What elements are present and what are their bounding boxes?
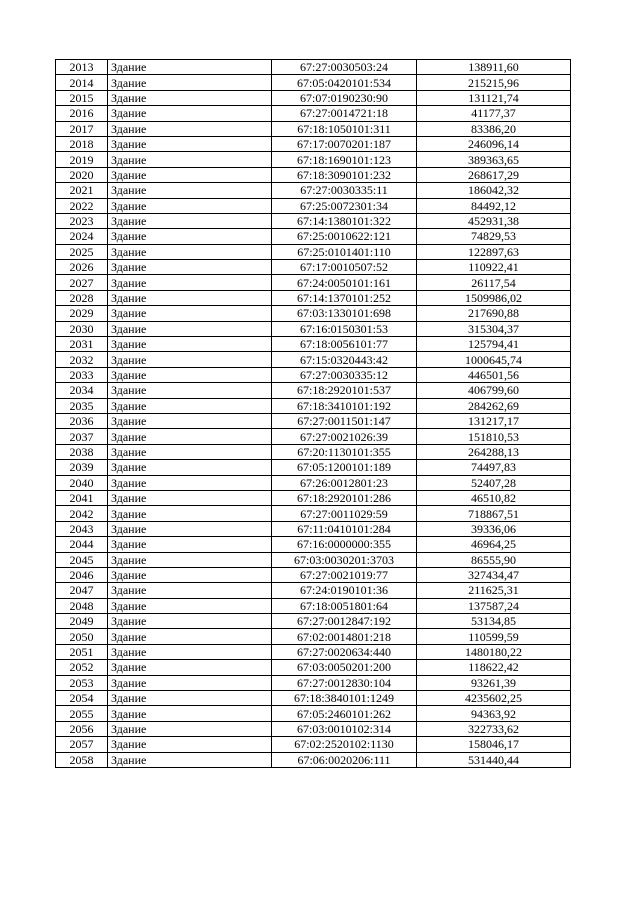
cadastral-value-cell: 39336,06 [417,521,571,536]
cadastral-value-cell: 93261,39 [417,675,571,690]
cadastral-number-cell: 67:18:3840101:1249 [272,691,417,706]
object-type-cell: Здание [108,306,272,321]
row-number-cell: 2027 [56,275,108,290]
object-type-cell: Здание [108,552,272,567]
cadastral-value-cell: 217690,88 [417,306,571,321]
cadastral-value-cell: 53134,85 [417,614,571,629]
cadastral-number-cell: 67:27:0012830:104 [272,675,417,690]
table-row [56,521,571,536]
table-row [56,721,571,736]
object-type-cell: Здание [108,506,272,521]
cadastral-value-cell: 131121,74 [417,90,571,105]
cadastral-number-cell: 67:03:0050201:200 [272,660,417,675]
cadastral-value-cell: 531440,44 [417,752,571,767]
row-number-cell: 2032 [56,352,108,367]
cadastral-number-cell: 67:26:0012801:23 [272,475,417,490]
cadastral-value-cell: 389363,65 [417,152,571,167]
cadastral-number-cell: 67:27:0012847:192 [272,614,417,629]
row-number-cell: 2030 [56,321,108,336]
cadastral-value-cell: 86555,90 [417,552,571,567]
object-type-cell: Здание [108,490,272,505]
cadastral-value-cell: 83386,20 [417,121,571,136]
row-number-cell: 2035 [56,398,108,413]
object-type-cell: Здание [108,213,272,228]
cadastral-value-cell: 26117,54 [417,275,571,290]
cadastral-value-cell: 4235602,25 [417,691,571,706]
cadastral-value-cell: 315304,37 [417,321,571,336]
row-number-cell: 2052 [56,660,108,675]
cadastral-number-cell: 67:18:2920101:537 [272,383,417,398]
table-row [56,644,571,659]
row-number-cell: 2028 [56,290,108,305]
object-type-cell: Здание [108,706,272,721]
cadastral-number-cell: 67:25:0010622:121 [272,229,417,244]
cadastral-number-cell: 67:27:0021019:77 [272,567,417,582]
cadastral-value-cell: 1480180,22 [417,644,571,659]
cadastral-number-cell: 67:18:3410101:192 [272,398,417,413]
object-type-cell: Здание [108,460,272,475]
table-row [56,183,571,198]
table-row [56,598,571,613]
cadastral-number-cell: 67:27:0021026:39 [272,429,417,444]
table-row [56,352,571,367]
table-row [56,706,571,721]
table-row [56,260,571,275]
row-number-cell: 2014 [56,75,108,90]
cadastral-value-cell: 118622,42 [417,660,571,675]
object-type-cell: Здание [108,383,272,398]
cadastral-value-cell: 215215,96 [417,75,571,90]
object-type-cell: Здание [108,275,272,290]
row-number-cell: 2026 [56,260,108,275]
table-row [56,490,571,505]
cadastral-number-cell: 67:17:0070201:187 [272,136,417,151]
cadastral-value-cell: 211625,31 [417,583,571,598]
row-number-cell: 2015 [56,90,108,105]
cadastral-number-cell: 67:15:0320443:42 [272,352,417,367]
table-row [56,675,571,690]
row-number-cell: 2020 [56,167,108,182]
table-row [56,275,571,290]
cadastral-number-cell: 67:07:0190230:90 [272,90,417,105]
table-row [56,244,571,259]
cadastral-number-cell: 67:27:0011501:147 [272,413,417,428]
table-row [56,152,571,167]
cadastral-number-cell: 67:27:0030335:12 [272,367,417,382]
cadastral-value-cell: 1000645,74 [417,352,571,367]
object-type-cell: Здание [108,721,272,736]
object-type-cell: Здание [108,444,272,459]
cadastral-value-cell: 264288,13 [417,444,571,459]
row-number-cell: 2043 [56,521,108,536]
cadastral-number-cell: 67:18:0051801:64 [272,598,417,613]
table-row [56,475,571,490]
table-row [56,398,571,413]
table-row [56,737,571,752]
cadastral-value-cell: 718867,51 [417,506,571,521]
cadastral-value-cell: 452931,38 [417,213,571,228]
table-row [56,413,571,428]
table-row [56,90,571,105]
table-body [56,60,571,768]
cadastral-value-cell: 125794,41 [417,337,571,352]
cadastral-number-cell: 67:20:1130101:355 [272,444,417,459]
object-type-cell: Здание [108,675,272,690]
object-type-cell: Здание [108,691,272,706]
row-number-cell: 2050 [56,629,108,644]
object-type-cell: Здание [108,429,272,444]
table-row [56,121,571,136]
cadastral-number-cell: 67:27:0011029:59 [272,506,417,521]
table-row [56,106,571,121]
row-number-cell: 2053 [56,675,108,690]
row-number-cell: 2013 [56,60,108,75]
object-type-cell: Здание [108,521,272,536]
table-row [56,691,571,706]
row-number-cell: 2058 [56,752,108,767]
table-row [56,506,571,521]
cadastral-value-cell: 246096,14 [417,136,571,151]
object-type-cell: Здание [108,660,272,675]
cadastral-value-cell: 131217,17 [417,413,571,428]
cadastral-value-table [55,59,571,768]
object-type-cell: Здание [108,60,272,75]
table-row [56,383,571,398]
cadastral-number-cell: 67:25:0072301:34 [272,198,417,213]
cadastral-number-cell: 67:02:2520102:1130 [272,737,417,752]
cadastral-value-cell: 46510,82 [417,490,571,505]
cadastral-number-cell: 67:24:0190101:36 [272,583,417,598]
object-type-cell: Здание [108,106,272,121]
object-type-cell: Здание [108,398,272,413]
object-type-cell: Здание [108,121,272,136]
row-number-cell: 2040 [56,475,108,490]
cadastral-number-cell: 67:03:1330101:698 [272,306,417,321]
row-number-cell: 2036 [56,413,108,428]
table-row [56,321,571,336]
cadastral-value-cell: 284262,69 [417,398,571,413]
cadastral-value-cell: 186042,32 [417,183,571,198]
object-type-cell: Здание [108,198,272,213]
table-row [56,75,571,90]
object-type-cell: Здание [108,183,272,198]
cadastral-number-cell: 67:02:0014801:218 [272,629,417,644]
object-type-cell: Здание [108,244,272,259]
object-type-cell: Здание [108,598,272,613]
object-type-cell: Здание [108,321,272,336]
table-row [56,213,571,228]
object-type-cell: Здание [108,136,272,151]
table-row [56,337,571,352]
cadastral-value-cell: 122897,63 [417,244,571,259]
cadastral-value-cell: 41177,37 [417,106,571,121]
object-type-cell: Здание [108,567,272,582]
cadastral-value-cell: 1509986,02 [417,290,571,305]
table-row [56,752,571,767]
object-type-cell: Здание [108,75,272,90]
cadastral-number-cell: 67:24:0050101:161 [272,275,417,290]
cadastral-number-cell: 67:27:0014721:18 [272,106,417,121]
cadastral-number-cell: 67:18:1690101:123 [272,152,417,167]
cadastral-number-cell: 67:14:1380101:322 [272,213,417,228]
cadastral-number-cell: 67:16:0000000:355 [272,537,417,552]
cadastral-value-cell: 151810,53 [417,429,571,444]
row-number-cell: 2041 [56,490,108,505]
cadastral-number-cell: 67:25:0101401:110 [272,244,417,259]
table-row [56,567,571,582]
object-type-cell: Здание [108,614,272,629]
cadastral-value-cell: 268617,29 [417,167,571,182]
row-number-cell: 2021 [56,183,108,198]
cadastral-number-cell: 67:05:1200101:189 [272,460,417,475]
object-type-cell: Здание [108,537,272,552]
cadastral-number-cell: 67:18:2920101:286 [272,490,417,505]
object-type-cell: Здание [108,229,272,244]
table-row [56,444,571,459]
cadastral-value-cell: 84492,12 [417,198,571,213]
row-number-cell: 2045 [56,552,108,567]
table-row [56,60,571,75]
row-number-cell: 2054 [56,691,108,706]
cadastral-number-cell: 67:18:1050101:311 [272,121,417,136]
cadastral-number-cell: 67:18:3090101:232 [272,167,417,182]
row-number-cell: 2018 [56,136,108,151]
cadastral-number-cell: 67:16:0150301:53 [272,321,417,336]
cadastral-number-cell: 67:14:1370101:252 [272,290,417,305]
object-type-cell: Здание [108,413,272,428]
object-type-cell: Здание [108,752,272,767]
table-row [56,629,571,644]
table-row [56,167,571,182]
cadastral-number-cell: 67:03:0030201:3703 [272,552,417,567]
cadastral-value-cell: 327434,47 [417,567,571,582]
row-number-cell: 2024 [56,229,108,244]
table-row [56,367,571,382]
cadastral-value-cell: 158046,17 [417,737,571,752]
cadastral-value-cell: 137587,24 [417,598,571,613]
row-number-cell: 2049 [56,614,108,629]
table-row [56,660,571,675]
row-number-cell: 2039 [56,460,108,475]
row-number-cell: 2034 [56,383,108,398]
table-row [56,229,571,244]
table-row [56,537,571,552]
cadastral-value-cell: 110599,59 [417,629,571,644]
cadastral-number-cell: 67:27:0020634:440 [272,644,417,659]
cadastral-number-cell: 67:11:0410101:284 [272,521,417,536]
row-number-cell: 2044 [56,537,108,552]
row-number-cell: 2037 [56,429,108,444]
row-number-cell: 2022 [56,198,108,213]
row-number-cell: 2029 [56,306,108,321]
row-number-cell: 2048 [56,598,108,613]
row-number-cell: 2057 [56,737,108,752]
cadastral-number-cell: 67:06:0020206:111 [272,752,417,767]
row-number-cell: 2017 [56,121,108,136]
table-row [56,583,571,598]
object-type-cell: Здание [108,290,272,305]
cadastral-value-cell: 322733,62 [417,721,571,736]
cadastral-value-cell: 446501,56 [417,367,571,382]
row-number-cell: 2042 [56,506,108,521]
cadastral-value-cell: 74497,83 [417,460,571,475]
cadastral-number-cell: 67:17:0010507:52 [272,260,417,275]
cadastral-value-cell: 94363,92 [417,706,571,721]
cadastral-number-cell: 67:18:0056101:77 [272,337,417,352]
row-number-cell: 2016 [56,106,108,121]
row-number-cell: 2047 [56,583,108,598]
table-row [56,290,571,305]
object-type-cell: Здание [108,644,272,659]
cadastral-value-cell: 110922,41 [417,260,571,275]
cadastral-number-cell: 67:05:2460101:262 [272,706,417,721]
cadastral-value-cell: 138911,60 [417,60,571,75]
document-page [55,59,570,768]
row-number-cell: 2055 [56,706,108,721]
object-type-cell: Здание [108,90,272,105]
row-number-cell: 2033 [56,367,108,382]
row-number-cell: 2038 [56,444,108,459]
cadastral-number-cell: 67:03:0010102:314 [272,721,417,736]
cadastral-number-cell: 67:05:0420101:534 [272,75,417,90]
table-row [56,198,571,213]
object-type-cell: Здание [108,583,272,598]
table-row [56,306,571,321]
table-row [56,136,571,151]
row-number-cell: 2046 [56,567,108,582]
table-row [56,460,571,475]
object-type-cell: Здание [108,260,272,275]
row-number-cell: 2056 [56,721,108,736]
object-type-cell: Здание [108,475,272,490]
row-number-cell: 2031 [56,337,108,352]
cadastral-number-cell: 67:27:0030335:11 [272,183,417,198]
row-number-cell: 2051 [56,644,108,659]
object-type-cell: Здание [108,737,272,752]
cadastral-value-cell: 74829,53 [417,229,571,244]
object-type-cell: Здание [108,367,272,382]
object-type-cell: Здание [108,167,272,182]
cadastral-value-cell: 46964,25 [417,537,571,552]
row-number-cell: 2023 [56,213,108,228]
cadastral-value-cell: 406799,60 [417,383,571,398]
cadastral-number-cell: 67:27:0030503:24 [272,60,417,75]
row-number-cell: 2019 [56,152,108,167]
table-row [56,552,571,567]
row-number-cell: 2025 [56,244,108,259]
table-row [56,429,571,444]
object-type-cell: Здание [108,337,272,352]
object-type-cell: Здание [108,629,272,644]
object-type-cell: Здание [108,352,272,367]
object-type-cell: Здание [108,152,272,167]
table-row [56,614,571,629]
cadastral-value-cell: 52407,28 [417,475,571,490]
